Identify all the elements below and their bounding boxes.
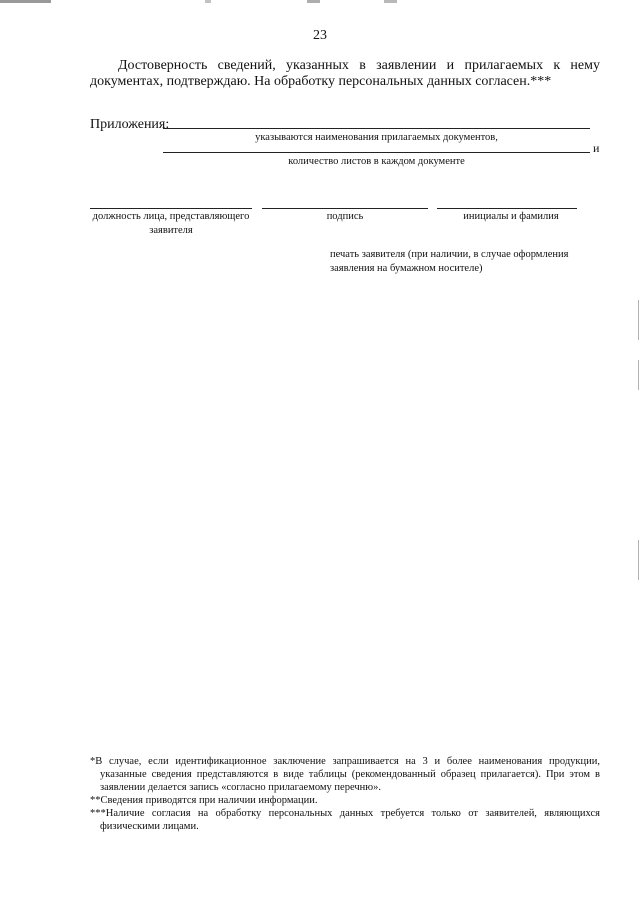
initials-caption: инициалы и фамилия [463, 211, 559, 222]
seal-caption: печать заявителя (при наличии, в случае оформления заявления на бумажном носителе) [330, 249, 569, 274]
scan-edge-top [0, 0, 640, 3]
scan-edge-right [638, 540, 639, 580]
signature-line [262, 208, 428, 209]
statement-paragraph: Достоверность сведений, указанных в заявлении и прилагаемых к нему документах, подтверждаю. На обработку персональных данных согласен.*** [90, 58, 600, 89]
page-number: 23 [313, 28, 327, 43]
appendices-conjunction: и [593, 141, 600, 155]
footnotes [90, 755, 600, 833]
appendices-sheets-caption: количество листов в каждом документе [288, 156, 465, 167]
footnote-text: Наличие согласия на обработку персональных данных требуется только от заявителей, являющихся физическими лицами. [100, 808, 600, 832]
scan-edge-right [638, 360, 639, 390]
footnote [90, 807, 600, 833]
appendices-names-caption: указываются наименования прилагаемых документов, [255, 132, 498, 143]
footnote-marker: ** [90, 795, 101, 806]
signature-caption: подпись [326, 211, 364, 222]
position-line [90, 208, 252, 209]
position-caption: должность лица, представляющего заявителя [92, 211, 250, 236]
scan-edge-right [638, 300, 639, 340]
footnote-text: В случае, если идентификационное заключение запрашивается на 3 и более наименования продукции, указанные сведения представляются в виде таблицы (рекомендованный образец прилагается). При этом в заявлении делается запись «согласно прилагаемому перечню». [95, 756, 600, 793]
footnote-marker: *** [90, 808, 106, 819]
footnote-text: Сведения приводятся при наличии информации. [100, 795, 318, 806]
footnote [90, 794, 600, 807]
initials-line [437, 208, 577, 209]
appendices-names-line [163, 128, 590, 129]
appendices-label: Приложения: [90, 117, 170, 132]
appendices-sheets-line [163, 152, 590, 153]
footnote [90, 755, 600, 794]
footnote-marker: * [90, 756, 96, 767]
